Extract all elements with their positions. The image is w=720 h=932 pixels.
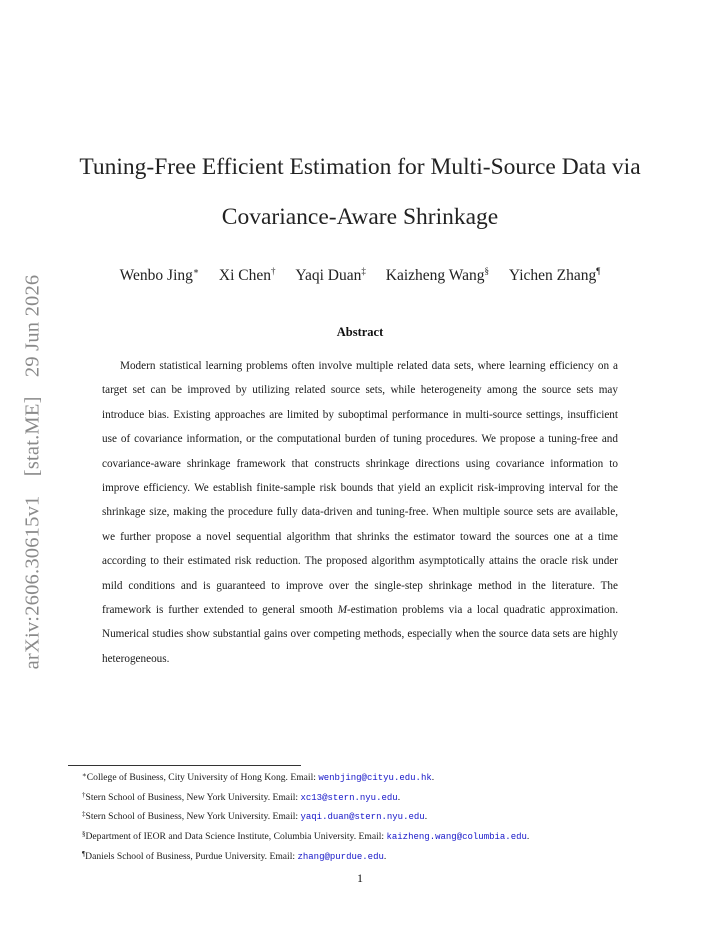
footnotes bbox=[82, 767, 672, 866]
arxiv-id: arXiv:2606.30615v1 bbox=[21, 495, 44, 670]
footnote-3: ‡Stern School of Business, New York University. Email: yaqi.duan@stern.nyu.edu. bbox=[82, 810, 428, 823]
abstract-heading: Abstract bbox=[336, 325, 384, 339]
footnote-5: ¶Daniels School of Business, Purdue University. Email: zhang@purdue.edu. bbox=[82, 849, 387, 862]
email-link-duan[interactable]: yaqi.duan@stern.nyu.edu bbox=[300, 812, 425, 823]
email-link-wang[interactable]: kaizheng.wang@columbia.edu bbox=[386, 832, 527, 843]
m-estimation-symbol: M bbox=[337, 604, 348, 617]
arxiv-identifier-stamp bbox=[22, 261, 45, 670]
footnote-rule bbox=[68, 765, 301, 766]
footnote-4: §Department of IEOR and Data Science Institute, Columbia University. Email: kaizheng.wang@columbia.edu. bbox=[82, 830, 530, 843]
footnote-1: ∗College of Business, City University of Hong Kong. Email: wenbjing@cityu.edu.hk. bbox=[82, 771, 435, 783]
email-link-jing[interactable]: wenbjing@cityu.edu.hk bbox=[318, 773, 432, 783]
email-link-chen[interactable]: xc13@stern.nyu.edu bbox=[300, 792, 398, 803]
arxiv-category: [stat.ME] bbox=[21, 396, 44, 477]
author-yichen-zhang: Yichen Zhang¶ bbox=[508, 266, 601, 284]
paper-title-line-1: Tuning-Free Efficient Estimation for Multi-Source Data via bbox=[79, 154, 641, 180]
paper-title-line-2: Covariance-Aware Shrinkage bbox=[221, 204, 499, 230]
author-yaqi-duan: Yaqi Duan‡ bbox=[295, 266, 366, 284]
author-kaizheng-wang: Kaizheng Wang§ bbox=[385, 266, 490, 284]
arxiv-date: 29 Jun 2026 bbox=[21, 274, 44, 378]
page-number: 1 bbox=[357, 871, 363, 885]
email-link-zhang[interactable]: zhang@purdue.edu bbox=[297, 851, 384, 862]
author-xi-chen: Xi Chen† bbox=[218, 266, 276, 284]
author-list bbox=[0, 266, 720, 285]
abstract-body bbox=[102, 354, 618, 671]
footnote-2: †Stern School of Business, New York University. Email: xc13@stern.nyu.edu. bbox=[82, 790, 401, 803]
author-wenbo-jing: Wenbo Jing∗ bbox=[119, 266, 199, 284]
abstract-paragraph: Modern statistical learning problems often involve multiple related data sets, where learning efficiency on a target set can be improved by utilizing related source sets, while heterogeneity among the source sets may introduce bias. Existing approaches are limited by suboptimal performance in multi-source settings, insufficient use of covariance information, or the computational burden of tuning procedures. We propose a tuning-free and covariance-aware shrinkage framework that constructs shrinkage directions using covariance information to improve efficiency. We establish finite-sample risk bounds that yield an explicit risk-improving interval for the shrinkage size, making the procedure fully data-driven and tuning-free. When multiple source sets are available, we further propose a novel sequential algorithm that shrinks the estimator toward the sources one at a time according to their estimated risk reduction. The proposed algorithm asymptotically attains the oracle risk under mild conditions and is guaranteed to improve over the single-step shrinkage method in the literature. The framework is further extended to general smooth M-estimation problems via a local quadratic approximation. Numerical studies show substantial gains over competing methods, especially when the source data sets are highly heterogeneous. bbox=[102, 360, 618, 665]
